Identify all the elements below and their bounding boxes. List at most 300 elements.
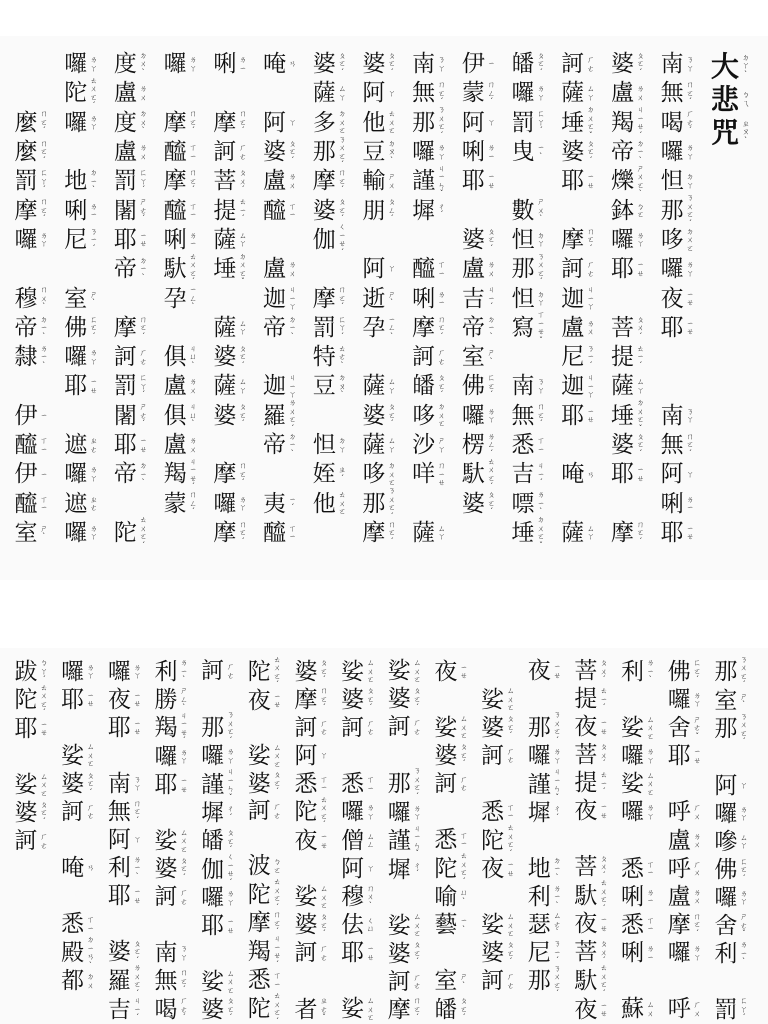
chinese-character: 婆 (481, 940, 505, 967)
character-cell (667, 658, 711, 686)
chinese-character: 他 (312, 490, 336, 517)
character-cell (412, 196, 456, 225)
zhuyin-annotation: ㄌ ㄚ (693, 690, 701, 709)
zhuyin-annotation: ㄊ ㄨ ㄛ ˊ (600, 878, 608, 913)
character-cell (667, 799, 711, 827)
chinese-character: 藝 (434, 912, 458, 939)
character-cell (461, 50, 505, 79)
chinese-character: 耶 (660, 314, 684, 341)
zhuyin-annotation: ㄈ ㄛ ˊ (693, 658, 701, 685)
chinese-character: 娑 (387, 912, 411, 939)
zhuyin-annotation: ㄧ ㄝ (180, 776, 188, 794)
zhuyin-annotation: ㄒ ㄧ (646, 859, 655, 878)
chinese-character: 盧 (461, 256, 485, 283)
character-cell (561, 196, 605, 225)
zhuyin-annotation: ㄌ ㄨ (288, 172, 297, 190)
character-cell (461, 109, 505, 138)
chinese-character: 囉 (660, 256, 684, 283)
character-cell (64, 50, 108, 79)
zhuyin-annotation: ㄕ ㄜ ˊ (139, 402, 148, 429)
character-cell (621, 827, 665, 855)
zhuyin-annotation: ㄏ ㄜ (86, 802, 95, 821)
chinese-character: 醯 (163, 197, 187, 224)
character-cell (107, 854, 151, 882)
character-cell (387, 658, 431, 686)
character-cell (667, 771, 711, 799)
zhuyin-annotation: ㄕ ㄨ (388, 172, 396, 190)
chinese-character: 勝 (154, 686, 178, 713)
chinese-character: 蘇 (621, 996, 645, 1023)
character-cell (561, 226, 605, 255)
zhuyin-annotation: ㄌ ㄧ (646, 887, 655, 906)
character-cell (561, 372, 605, 401)
zhuyin-annotation: ㄏ ㄜ (413, 972, 421, 991)
zhuyin-annotation: ㄏ ㄨ (693, 859, 701, 878)
character-cell (610, 226, 654, 255)
zhuyin-annotation: ㄙ ㄨ ㄛ (366, 996, 375, 1023)
character-cell (434, 968, 478, 996)
character-cell (263, 398, 307, 433)
zhuyin-annotation: ㄉ ㄡ ˋ (388, 138, 396, 165)
bottom-columns (14, 654, 758, 1024)
character-cell (341, 911, 385, 939)
character-cell (481, 968, 525, 996)
zhuyin-annotation: ㄇ ㄛ ˊ (338, 285, 346, 312)
zhuyin-annotation: ㄆ ㄛ ˊ (537, 50, 545, 77)
character-cell (434, 770, 478, 798)
chinese-character: 婆 (213, 344, 237, 371)
chinese-character: 提 (213, 197, 237, 224)
chinese-character: 醯 (14, 432, 38, 458)
character-cell (14, 968, 58, 996)
zhuyin-annotation: ㄆ ㄛ ˊ (460, 996, 468, 1023)
chinese-character: 悉 (621, 911, 645, 938)
zhuyin-annotation: ㄉ ㄧ ˋ (139, 255, 148, 282)
chinese-character: 豆 (312, 373, 336, 400)
chinese-character: 囉 (154, 743, 178, 770)
zhuyin-annotation: ㄓ ㄡ ˋ (742, 118, 750, 145)
character-cell (107, 770, 151, 798)
chinese-character: 娑 (341, 996, 365, 1023)
zhuyin-annotation: ㄊ ㄨ ㄛ ˊ (320, 794, 328, 830)
chinese-character: 馱 (574, 967, 598, 994)
chinese-character: 墀 (527, 800, 551, 827)
character-cell (113, 402, 157, 431)
character-cell (312, 109, 356, 138)
character-cell (247, 967, 291, 995)
chinese-character: 薩 (610, 373, 634, 400)
zhuyin-annotation: ㄆ ㄨ ˊ (600, 853, 608, 880)
zhuyin-annotation: ㄌ ㄨ ㄛ ˊ (133, 963, 142, 998)
zhuyin-annotation: ㄔ ˊ (226, 804, 235, 822)
character-cell (64, 255, 108, 284)
chinese-character: 陀 (247, 659, 271, 686)
character-cell (667, 686, 711, 714)
zhuyin-annotation: ㄌ ㄚ (693, 944, 701, 962)
zhuyin-annotation: ㄇ ㄛ ˊ (693, 911, 701, 938)
character-cell (527, 939, 571, 967)
text-column (412, 50, 456, 580)
chinese-character: 地 (527, 856, 551, 883)
character-cell (341, 799, 385, 827)
chinese-character: 醯 (14, 490, 38, 517)
chinese-character: 南 (660, 51, 684, 78)
chinese-character: 婆 (294, 912, 318, 939)
character-cell (574, 854, 618, 882)
zhuyin-annotation: ㄉ ㄧ ˋ (40, 314, 48, 341)
character-cell (511, 251, 555, 287)
text-column (621, 658, 665, 1024)
chinese-character: 陀 (64, 80, 88, 107)
chinese-character: 阿 (107, 826, 131, 853)
character-cell (362, 226, 406, 255)
zhuyin-annotation: ㄢ (288, 59, 297, 69)
character-cell (387, 856, 431, 884)
chinese-character: 無 (412, 80, 436, 107)
chinese-character: 薩 (213, 373, 237, 400)
zhuyin-annotation: ㄌ ㄚ (89, 55, 98, 73)
character-cell (387, 912, 431, 940)
chinese-character: 唎 (412, 285, 436, 312)
zhuyin-annotation: ㄊ ㄨ ㄛ ˊ (139, 515, 148, 550)
chinese-character: 盧 (667, 827, 691, 854)
chinese-character: 那 (660, 197, 684, 224)
chinese-character: 數 (511, 197, 535, 224)
character-cell (14, 109, 58, 138)
chinese-character: 殿 (61, 939, 85, 966)
chinese-character: 利 (621, 658, 645, 685)
chinese-character: 遮 (64, 432, 88, 458)
character-cell (14, 489, 58, 518)
zhuyin-annotation: ㄒ ㄧ (86, 915, 95, 933)
character-cell (263, 431, 307, 460)
chinese-character: 唎 (461, 139, 485, 166)
title-column (710, 50, 754, 580)
character-cell (107, 996, 151, 1024)
character-cell (660, 50, 704, 79)
character-cell (434, 851, 478, 886)
character-cell (213, 343, 257, 372)
zhuyin-annotation: ㄆ ㄨ ˊ (600, 658, 608, 685)
chinese-character: 娑 (247, 742, 271, 769)
zhuyin-annotation: ㄏ ㄜ (437, 348, 446, 366)
chinese-character: 囉 (64, 461, 88, 488)
chinese-character: 陀 (294, 799, 318, 826)
character-cell (64, 138, 108, 167)
character-cell (621, 771, 665, 799)
zhuyin-annotation: ㄆ ㄛ ˊ (338, 197, 346, 224)
chinese-character: 伊 (14, 402, 38, 429)
character-cell (511, 109, 555, 138)
character-cell (481, 856, 525, 884)
character-cell (434, 826, 478, 854)
chinese-character: 陀 (113, 519, 137, 546)
zhuyin-annotation: ㄧ ㄝ (139, 436, 148, 454)
chinese-character: 提 (574, 686, 598, 713)
chinese-character: 罰 (113, 168, 137, 195)
character-cell (163, 226, 207, 255)
chinese-character: 逝 (362, 285, 386, 312)
character-cell (412, 284, 456, 313)
zhuyin-annotation: ㄧ ㄝ (636, 260, 645, 278)
zhuyin-annotation: ㄊ ㄨ ㄛ ˊ (600, 963, 608, 998)
zhuyin-annotation: ㄐ ㄧ ˊ (133, 996, 142, 1023)
chinese-character: 摩 (163, 168, 187, 195)
zhuyin-annotation: ㄒ ㄧ (288, 201, 297, 220)
character-cell (154, 996, 198, 1024)
chinese-character: 婆 (387, 686, 411, 713)
zhuyin-annotation: ㄌ ㄚ (226, 747, 235, 765)
zhuyin-annotation: ㄕ ˋ (740, 691, 748, 710)
chinese-character: 婆 (154, 856, 178, 883)
zhuyin-annotation: ㄏ ㄜ (506, 746, 515, 765)
chinese-character: 囉 (714, 800, 738, 827)
zhuyin-annotation: ㄇ ㄛ ˊ (537, 402, 545, 429)
character-cell (621, 742, 665, 770)
character-cell (113, 138, 157, 167)
zhuyin-annotation: ㄏ ㄜ (40, 832, 48, 850)
zhuyin-annotation: ㄇ ㄛ ˊ (437, 80, 446, 107)
zhuyin-annotation: ㄐ ㄧ ㄣ ˇ (553, 767, 561, 802)
character-cell (610, 489, 654, 518)
chinese-character: 闍 (113, 402, 137, 429)
chinese-character: 豆 (362, 139, 386, 166)
chinese-character: 孕 (163, 285, 187, 312)
character-cell (61, 742, 105, 770)
zhuyin-annotation: ㄈ ㄚ ˊ (139, 373, 148, 400)
chinese-character: 訶 (247, 798, 271, 825)
character-cell (481, 770, 525, 798)
zhuyin-annotation: ㄕ ˋ (460, 972, 468, 990)
zhuyin-annotation: ㄙ ㄚ (239, 230, 247, 249)
chinese-character: 唵 (61, 854, 85, 881)
chinese-character: 囉 (527, 743, 551, 770)
character-cell (387, 766, 431, 801)
character-cell (362, 284, 406, 313)
chinese-character: 室 (64, 285, 88, 312)
chinese-character: 輸 (362, 168, 386, 195)
character-cell (710, 83, 754, 116)
character-cell (434, 996, 478, 1024)
chinese-character: 摩 (312, 168, 336, 195)
character-cell (434, 714, 478, 742)
chinese-character: 摩 (213, 461, 237, 488)
character-cell (247, 687, 291, 715)
chinese-character: 呼 (667, 996, 691, 1023)
character-cell (660, 138, 704, 167)
zhuyin-annotation: ㄐ ㄧ ㄚ (586, 373, 595, 400)
zhuyin-annotation: ㄓ ˊ (338, 465, 346, 483)
zhuyin-annotation: ㄊ ㄨ ㄛ ˊ (487, 456, 496, 492)
zhuyin-annotation: ㄌ ㄨ (586, 318, 595, 337)
chinese-character: 那 (412, 109, 436, 136)
zhuyin-annotation: ㄆ ㄛ ˊ (413, 686, 421, 713)
character-cell (163, 251, 207, 287)
zhuyin-annotation: ㄏ ㄨ (693, 1000, 701, 1018)
zhuyin-annotation: ㄙ ㄨ ㄛ (506, 912, 515, 939)
character-cell (14, 743, 58, 771)
chinese-character: 謹 (201, 771, 225, 798)
zhuyin-annotation: ㄏ ㄜ (320, 718, 328, 737)
zhuyin-annotation: ㄊ ㄜ ˋ (338, 343, 346, 370)
character-cell (14, 912, 58, 940)
zhuyin-annotation: ㄉ ㄨ (86, 972, 95, 990)
character-cell (362, 431, 406, 460)
chinese-character: 阿 (461, 109, 485, 136)
zhuyin-annotation: ㄔ ˊ (413, 860, 421, 879)
chinese-character: 尼 (561, 344, 585, 371)
chinese-character: 馱 (574, 882, 598, 909)
chinese-character: 吉 (511, 461, 535, 488)
chinese-character: 羯 (610, 109, 634, 136)
character-cell (621, 799, 665, 827)
chinese-character: 娑 (294, 884, 318, 911)
zhuyin-annotation: ㄌ ㄨ (487, 260, 496, 278)
chinese-character: 訶 (213, 139, 237, 166)
zhuyin-annotation: ㄙ ㄨ ㄛ (273, 742, 282, 769)
chinese-character: 帝 (610, 139, 634, 166)
character-cell (312, 284, 356, 313)
chinese-character: 囉 (461, 402, 485, 429)
zhuyin-annotation: ㄆ ㄛ ˊ (586, 138, 595, 165)
text-column (511, 50, 555, 580)
character-cell (574, 963, 618, 998)
text-column (461, 50, 505, 580)
zhuyin-annotation: ㄌ ㄚ (366, 803, 375, 821)
zhuyin-annotation: ㄙ ㄚ (239, 318, 247, 337)
zhuyin-annotation: ㄙ ㄚ (586, 523, 595, 542)
zhuyin-annotation: ㄆ ㄛ ˊ (506, 714, 515, 741)
chinese-character: 唎 (621, 883, 645, 910)
zhuyin-annotation: ㄈ ㄚ ˊ (139, 168, 148, 195)
zhuyin-annotation: ㄇ ㄥ ˊ (189, 490, 197, 517)
chinese-character: 羯 (163, 461, 187, 488)
zhuyin-annotation: ㄙ ㄨ (646, 1000, 655, 1018)
zhuyin-annotation: ㄒ ㄧ (288, 523, 297, 542)
zhuyin-annotation: ㄐ ㄧ ㄚ (288, 285, 297, 312)
character-cell (213, 519, 257, 548)
chinese-character: 囉 (621, 799, 645, 826)
character-cell (154, 856, 198, 884)
chinese-character: 耶 (107, 714, 131, 741)
character-cell (461, 519, 505, 548)
character-cell (154, 940, 198, 968)
chinese-character: 耶 (667, 743, 691, 770)
zhuyin-annotation: ㄆ ㄨ ˊ (636, 314, 645, 341)
character-cell (14, 79, 58, 108)
chinese-character: 南 (412, 51, 436, 78)
character-cell (461, 255, 505, 284)
text-column (107, 658, 151, 1024)
character-cell (610, 138, 654, 167)
zhuyin-annotation: ㄉ ㄡ ˋ (338, 373, 346, 400)
character-cell (710, 50, 754, 83)
chinese-character: 菩 (574, 854, 598, 881)
character-cell (213, 50, 257, 79)
character-cell (14, 196, 58, 225)
zhuyin-annotation: ㄧ ㄝ (133, 887, 142, 905)
zhuyin-annotation: ㄋ ㄚ (437, 55, 446, 73)
character-cell (461, 226, 505, 255)
chinese-character: 僧 (341, 827, 365, 854)
character-cell (113, 489, 157, 518)
zhuyin-annotation: ㄕ ㄜ ˇ (693, 714, 701, 741)
chinese-character: 朋 (362, 197, 386, 224)
character-cell (213, 402, 257, 431)
character-cell (61, 658, 105, 686)
chinese-character: 迦 (561, 285, 585, 312)
zhuyin-annotation: ㄇ ㄛ ˊ (636, 519, 645, 546)
chinese-character: 囉 (621, 743, 645, 770)
zhuyin-annotation: ㄌ ㄚ (553, 747, 561, 765)
chinese-character: 菩 (574, 742, 598, 769)
character-cell (387, 714, 431, 742)
zhuyin-annotation: ㄧ ˊ (288, 494, 297, 513)
character-cell (511, 489, 555, 518)
zhuyin-annotation: ㄌ ㄧ (487, 143, 496, 161)
character-cell (113, 196, 157, 225)
character-cell (610, 519, 654, 548)
zhuyin-annotation: ㄋ ㄨ ㄛ ˊ (388, 486, 396, 521)
character-cell (14, 167, 58, 196)
character-cell (362, 167, 406, 196)
zhuyin-annotation: ㄆ ㄛ ˊ (239, 402, 247, 429)
chinese-character: 舍 (714, 912, 738, 939)
zhuyin-annotation: ㄊ ㄨ ㄛ ˊ (506, 823, 515, 858)
character-cell (341, 771, 385, 799)
character-cell (163, 402, 207, 431)
chinese-character: 摩 (610, 519, 634, 546)
zhuyin-annotation: ㄓ ㄜ ˇ (320, 996, 328, 1023)
zhuyin-annotation: ㄧ ˋ (460, 916, 468, 934)
chinese-character: 唎 (163, 226, 187, 253)
chinese-character: 迦 (263, 373, 287, 400)
zhuyin-annotation: ㄆ ㄛ ˊ (487, 226, 496, 253)
character-cell (263, 138, 307, 167)
chinese-character: 菩 (574, 658, 598, 685)
chinese-character: 囉 (341, 799, 365, 826)
character-cell (412, 372, 456, 401)
character-cell (61, 854, 105, 882)
zhuyin-annotation: ㄆ ㄛ ˊ (388, 50, 396, 77)
chinese-character: 盧 (163, 373, 187, 400)
zhuyin-annotation: ㄇ ㄛ ˊ (40, 109, 48, 136)
character-cell (163, 138, 207, 167)
zhuyin-annotation: ㄐ ㄧ ㄝ ˊ (180, 710, 188, 746)
character-cell (14, 884, 58, 912)
chinese-character: 提 (574, 770, 598, 797)
character-cell (434, 884, 478, 912)
zhuyin-annotation: ㄐ ㄧ ㄚ (288, 373, 297, 400)
zhuyin-annotation: ㄋ ㄨ ㄛ ˊ (740, 711, 748, 747)
character-cell (481, 884, 525, 912)
zhuyin-annotation: ㄌ ㄚ (180, 747, 188, 766)
zhuyin-annotation: ㄧ ㄝ (89, 377, 98, 395)
zhuyin-annotation: ㄌ ㄧ ˋ (740, 940, 748, 967)
character-cell (527, 743, 571, 771)
character-cell (113, 255, 157, 284)
character-cell (312, 167, 356, 196)
zhuyin-annotation: ㄇ ㄛ ˊ (40, 197, 48, 224)
zhuyin-annotation: ㄧ ㄝ (226, 917, 235, 935)
chinese-character: 那 (714, 716, 738, 743)
character-cell (312, 402, 356, 431)
chinese-character: 娑 (621, 714, 645, 741)
zhuyin-annotation: ㄐ ㄧ ㄝ ˊ (189, 456, 197, 492)
character-cell (387, 742, 431, 770)
zhuyin-annotation: ㄌ ㄨ (139, 143, 148, 161)
chinese-character: 曳 (511, 139, 535, 166)
